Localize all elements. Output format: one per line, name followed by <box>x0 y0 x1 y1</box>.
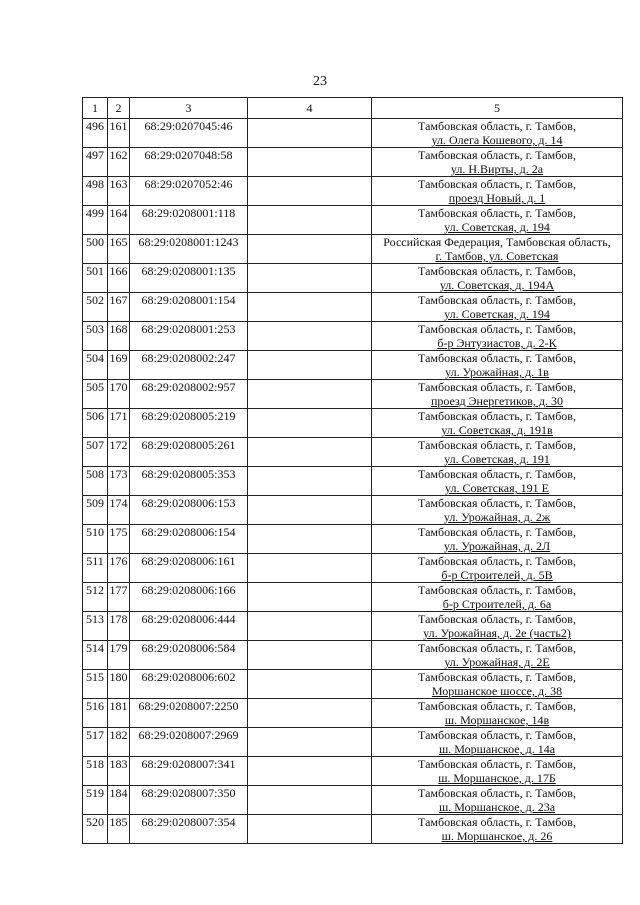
table-row <box>83 757 623 786</box>
address-line-1: Тамбовская область, г. Тамбов, <box>418 351 576 365</box>
table-row <box>83 206 623 235</box>
row-number: 518 <box>83 757 108 786</box>
row-number: 499 <box>83 206 108 235</box>
row-subnumber: 177 <box>108 583 130 612</box>
address-line-2: б-р Строителей, д. 6а <box>442 597 552 611</box>
address-line-2: ул. Советская, 191 Е <box>445 481 549 495</box>
header-row <box>83 98 623 119</box>
column-4-cell <box>248 786 372 815</box>
address-line-1: Тамбовская область, г. Тамбов, <box>418 670 576 684</box>
row-number: 516 <box>83 699 108 728</box>
table-row <box>83 786 623 815</box>
row-subnumber: 183 <box>108 757 130 786</box>
cadastral-number: 68:29:0208002:247 <box>130 351 248 380</box>
cadastral-number: 68:29:0208005:261 <box>130 438 248 467</box>
cadastral-number: 68:29:0208006:444 <box>130 612 248 641</box>
column-header-1: 1 <box>83 98 108 119</box>
address-line-1: Тамбовская область, г. Тамбов, <box>418 322 576 336</box>
address-cell <box>372 612 623 641</box>
address-cell <box>372 409 623 438</box>
cadastral-number: 68:29:0208006:602 <box>130 670 248 699</box>
cadastral-number: 68:29:0208007:2969 <box>130 728 248 757</box>
address-line-1: Тамбовская область, г. Тамбов, <box>418 467 576 481</box>
row-number: 512 <box>83 583 108 612</box>
cadastral-number: 68:29:0207045:46 <box>130 119 248 148</box>
address-line-2: ул. Советская, д. 191в <box>441 423 553 437</box>
row-number: 507 <box>83 438 108 467</box>
table-body <box>83 119 623 844</box>
address-line-2: ул. Советская, д. 194А <box>439 278 555 292</box>
address-cell <box>372 293 623 322</box>
column-4-cell <box>248 438 372 467</box>
cadastral-number: 68:29:0207052:46 <box>130 177 248 206</box>
cadastral-number: 68:29:0207048:58 <box>130 148 248 177</box>
table-row <box>83 177 623 206</box>
row-subnumber: 171 <box>108 409 130 438</box>
address-line-1: Тамбовская область, г. Тамбов, <box>418 815 576 829</box>
address-cell <box>372 322 623 351</box>
address-line-1: Тамбовская область, г. Тамбов, <box>418 583 576 597</box>
address-line-1: Российская Федерация, Тамбовская область, <box>383 235 611 249</box>
column-4-cell <box>248 496 372 525</box>
address-line-2: б-р Строителей, д. 5В <box>441 568 553 582</box>
column-4-cell <box>248 728 372 757</box>
address-cell <box>372 148 623 177</box>
column-4-cell <box>248 293 372 322</box>
column-4-cell <box>248 148 372 177</box>
cadastral-number: 68:29:0208006:154 <box>130 525 248 554</box>
table-row <box>83 351 623 380</box>
address-line-2: ш. Моршанское, д. 23а <box>438 800 556 814</box>
column-4-cell <box>248 409 372 438</box>
address-line-2: ш. Моршанское, д. 17Б <box>438 771 556 785</box>
address-line-2: ул. Олега Кошевого, д. 14 <box>431 133 563 147</box>
cadastral-number: 68:29:0208001:154 <box>130 293 248 322</box>
table-row <box>83 438 623 467</box>
address-line-2: ул. Урожайная, д. 1в <box>445 365 549 379</box>
row-subnumber: 172 <box>108 438 130 467</box>
register-table <box>82 97 623 844</box>
address-line-2: ул. Урожайная, д. 2е (часть2) <box>423 626 571 640</box>
column-4-cell <box>248 264 372 293</box>
address-line-2: ул. Советская, д. 191 <box>444 452 550 466</box>
row-subnumber: 184 <box>108 786 130 815</box>
column-4-cell <box>248 583 372 612</box>
column-header-2: 2 <box>108 98 130 119</box>
address-cell <box>372 351 623 380</box>
row-subnumber: 180 <box>108 670 130 699</box>
column-4-cell <box>248 699 372 728</box>
row-subnumber: 178 <box>108 612 130 641</box>
address-line-1: Тамбовская область, г. Тамбов, <box>418 380 576 394</box>
row-subnumber: 182 <box>108 728 130 757</box>
row-number: 500 <box>83 235 108 264</box>
table-row <box>83 815 623 844</box>
table-row <box>83 699 623 728</box>
address-line-1: Тамбовская область, г. Тамбов, <box>418 525 576 539</box>
address-cell <box>372 815 623 844</box>
address-line-1: Тамбовская область, г. Тамбов, <box>418 554 576 568</box>
row-number: 501 <box>83 264 108 293</box>
row-number: 511 <box>83 554 108 583</box>
address-cell <box>372 757 623 786</box>
column-header-5: 5 <box>372 98 623 119</box>
address-line-2: ш. Моршанское, 14в <box>444 713 550 727</box>
row-subnumber: 166 <box>108 264 130 293</box>
row-number: 520 <box>83 815 108 844</box>
row-number: 509 <box>83 496 108 525</box>
address-cell <box>372 206 623 235</box>
row-number: 508 <box>83 467 108 496</box>
table-row <box>83 467 623 496</box>
column-header-4: 4 <box>248 98 372 119</box>
address-line-2: ул. Урожайная, д. 2Е <box>444 655 550 669</box>
table-row <box>83 670 623 699</box>
column-4-cell <box>248 612 372 641</box>
table-header <box>83 98 623 119</box>
table-row <box>83 235 623 264</box>
column-4-cell <box>248 757 372 786</box>
address-line-1: Тамбовская область, г. Тамбов, <box>418 119 576 133</box>
row-number: 503 <box>83 322 108 351</box>
address-line-2: ш. Моршанское, д. 26 <box>441 829 553 843</box>
column-4-cell <box>248 235 372 264</box>
table-row <box>83 293 623 322</box>
address-line-1: Тамбовская область, г. Тамбов, <box>418 206 576 220</box>
row-number: 513 <box>83 612 108 641</box>
cadastral-number: 68:29:0208005:353 <box>130 467 248 496</box>
table-row <box>83 583 623 612</box>
row-number: 497 <box>83 148 108 177</box>
address-line-1: Тамбовская область, г. Тамбов, <box>418 264 576 278</box>
table-row <box>83 641 623 670</box>
row-subnumber: 185 <box>108 815 130 844</box>
row-number: 506 <box>83 409 108 438</box>
address-cell <box>372 235 623 264</box>
column-4-cell <box>248 467 372 496</box>
table-row <box>83 409 623 438</box>
row-subnumber: 169 <box>108 351 130 380</box>
address-line-2: Моршанское шоссе, д. 38 <box>431 684 563 698</box>
cadastral-number: 68:29:0208006:153 <box>130 496 248 525</box>
cadastral-number: 68:29:0208005:219 <box>130 409 248 438</box>
row-number: 504 <box>83 351 108 380</box>
table-row <box>83 612 623 641</box>
cadastral-number: 68:29:0208001:135 <box>130 264 248 293</box>
row-subnumber: 174 <box>108 496 130 525</box>
table-row <box>83 119 623 148</box>
table-row <box>83 264 623 293</box>
row-subnumber: 164 <box>108 206 130 235</box>
column-4-cell <box>248 554 372 583</box>
row-subnumber: 181 <box>108 699 130 728</box>
page-number: 23 <box>313 74 327 89</box>
address-line-2: б-р Энтузиастов, д. 2-К <box>437 336 557 350</box>
column-4-cell <box>248 351 372 380</box>
column-header-3: 3 <box>130 98 248 119</box>
row-number: 502 <box>83 293 108 322</box>
cadastral-number: 68:29:0208002:957 <box>130 380 248 409</box>
address-line-1: Тамбовская область, г. Тамбов, <box>418 177 576 191</box>
cadastral-number: 68:29:0208006:161 <box>130 554 248 583</box>
cadastral-number: 68:29:0208001:118 <box>130 206 248 235</box>
row-subnumber: 173 <box>108 467 130 496</box>
address-cell <box>372 670 623 699</box>
address-cell <box>372 467 623 496</box>
row-subnumber: 163 <box>108 177 130 206</box>
address-cell <box>372 699 623 728</box>
address-line-1: Тамбовская область, г. Тамбов, <box>418 438 576 452</box>
row-number: 505 <box>83 380 108 409</box>
row-subnumber: 170 <box>108 380 130 409</box>
cadastral-number: 68:29:0208007:2250 <box>130 699 248 728</box>
address-cell <box>372 641 623 670</box>
row-subnumber: 176 <box>108 554 130 583</box>
row-subnumber: 162 <box>108 148 130 177</box>
address-cell <box>372 438 623 467</box>
cadastral-number: 68:29:0208001:253 <box>130 322 248 351</box>
address-line-1: Тамбовская область, г. Тамбов, <box>418 293 576 307</box>
address-line-1: Тамбовская область, г. Тамбов, <box>418 496 576 510</box>
address-cell <box>372 786 623 815</box>
address-line-1: Тамбовская область, г. Тамбов, <box>418 641 576 655</box>
column-4-cell <box>248 322 372 351</box>
address-line-2: проезд Новый, д. 1 <box>448 191 546 205</box>
column-4-cell <box>248 815 372 844</box>
address-line-1: Тамбовская область, г. Тамбов, <box>418 757 576 771</box>
address-cell <box>372 264 623 293</box>
row-number: 510 <box>83 525 108 554</box>
row-subnumber: 165 <box>108 235 130 264</box>
address-line-2: ул. Советская, д. 194 <box>444 307 550 321</box>
row-subnumber: 175 <box>108 525 130 554</box>
address-line-2: проезд Энергетиков, д. 30 <box>430 394 564 408</box>
row-number: 496 <box>83 119 108 148</box>
column-4-cell <box>248 177 372 206</box>
row-subnumber: 168 <box>108 322 130 351</box>
column-4-cell <box>248 380 372 409</box>
column-4-cell <box>248 525 372 554</box>
address-line-1: Тамбовская область, г. Тамбов, <box>418 148 576 162</box>
address-line-1: Тамбовская область, г. Тамбов, <box>418 612 576 626</box>
table-row <box>83 554 623 583</box>
address-cell <box>372 119 623 148</box>
table-row <box>83 148 623 177</box>
address-line-1: Тамбовская область, г. Тамбов, <box>418 728 576 742</box>
cadastral-number: 68:29:0208001:1243 <box>130 235 248 264</box>
address-line-2: г. Тамбов, ул. Советская <box>435 249 559 263</box>
row-subnumber: 179 <box>108 641 130 670</box>
address-line-1: Тамбовская область, г. Тамбов, <box>418 786 576 800</box>
address-line-1: Тамбовская область, г. Тамбов, <box>418 409 576 423</box>
address-cell <box>372 380 623 409</box>
address-cell <box>372 554 623 583</box>
address-line-2: ул. Урожайная, д. 2Л <box>443 539 551 553</box>
cadastral-number: 68:29:0208006:166 <box>130 583 248 612</box>
table-row <box>83 496 623 525</box>
column-4-cell <box>248 119 372 148</box>
column-4-cell <box>248 670 372 699</box>
column-4-cell <box>248 206 372 235</box>
cadastral-number: 68:29:0208007:341 <box>130 757 248 786</box>
address-line-2: ул. Советская, д. 194 <box>444 220 550 234</box>
row-number: 515 <box>83 670 108 699</box>
address-cell <box>372 728 623 757</box>
address-line-2: ул. Н.Вирты, д. 2а <box>450 162 544 176</box>
table-row <box>83 728 623 757</box>
table-row <box>83 525 623 554</box>
row-subnumber: 167 <box>108 293 130 322</box>
address-line-2: ш. Моршанское, д. 14а <box>438 742 556 756</box>
address-cell <box>372 177 623 206</box>
address-cell <box>372 496 623 525</box>
cadastral-number: 68:29:0208007:350 <box>130 786 248 815</box>
row-subnumber: 161 <box>108 119 130 148</box>
address-line-2: ул. Урожайная, д. 2ж <box>443 510 551 524</box>
row-number: 517 <box>83 728 108 757</box>
address-line-1: Тамбовская область, г. Тамбов, <box>418 699 576 713</box>
row-number: 519 <box>83 786 108 815</box>
column-4-cell <box>248 641 372 670</box>
row-number: 498 <box>83 177 108 206</box>
cadastral-number: 68:29:0208007:354 <box>130 815 248 844</box>
cadastral-number: 68:29:0208006:584 <box>130 641 248 670</box>
address-cell <box>372 525 623 554</box>
row-number: 514 <box>83 641 108 670</box>
table-row <box>83 380 623 409</box>
table-row <box>83 322 623 351</box>
address-cell <box>372 583 623 612</box>
